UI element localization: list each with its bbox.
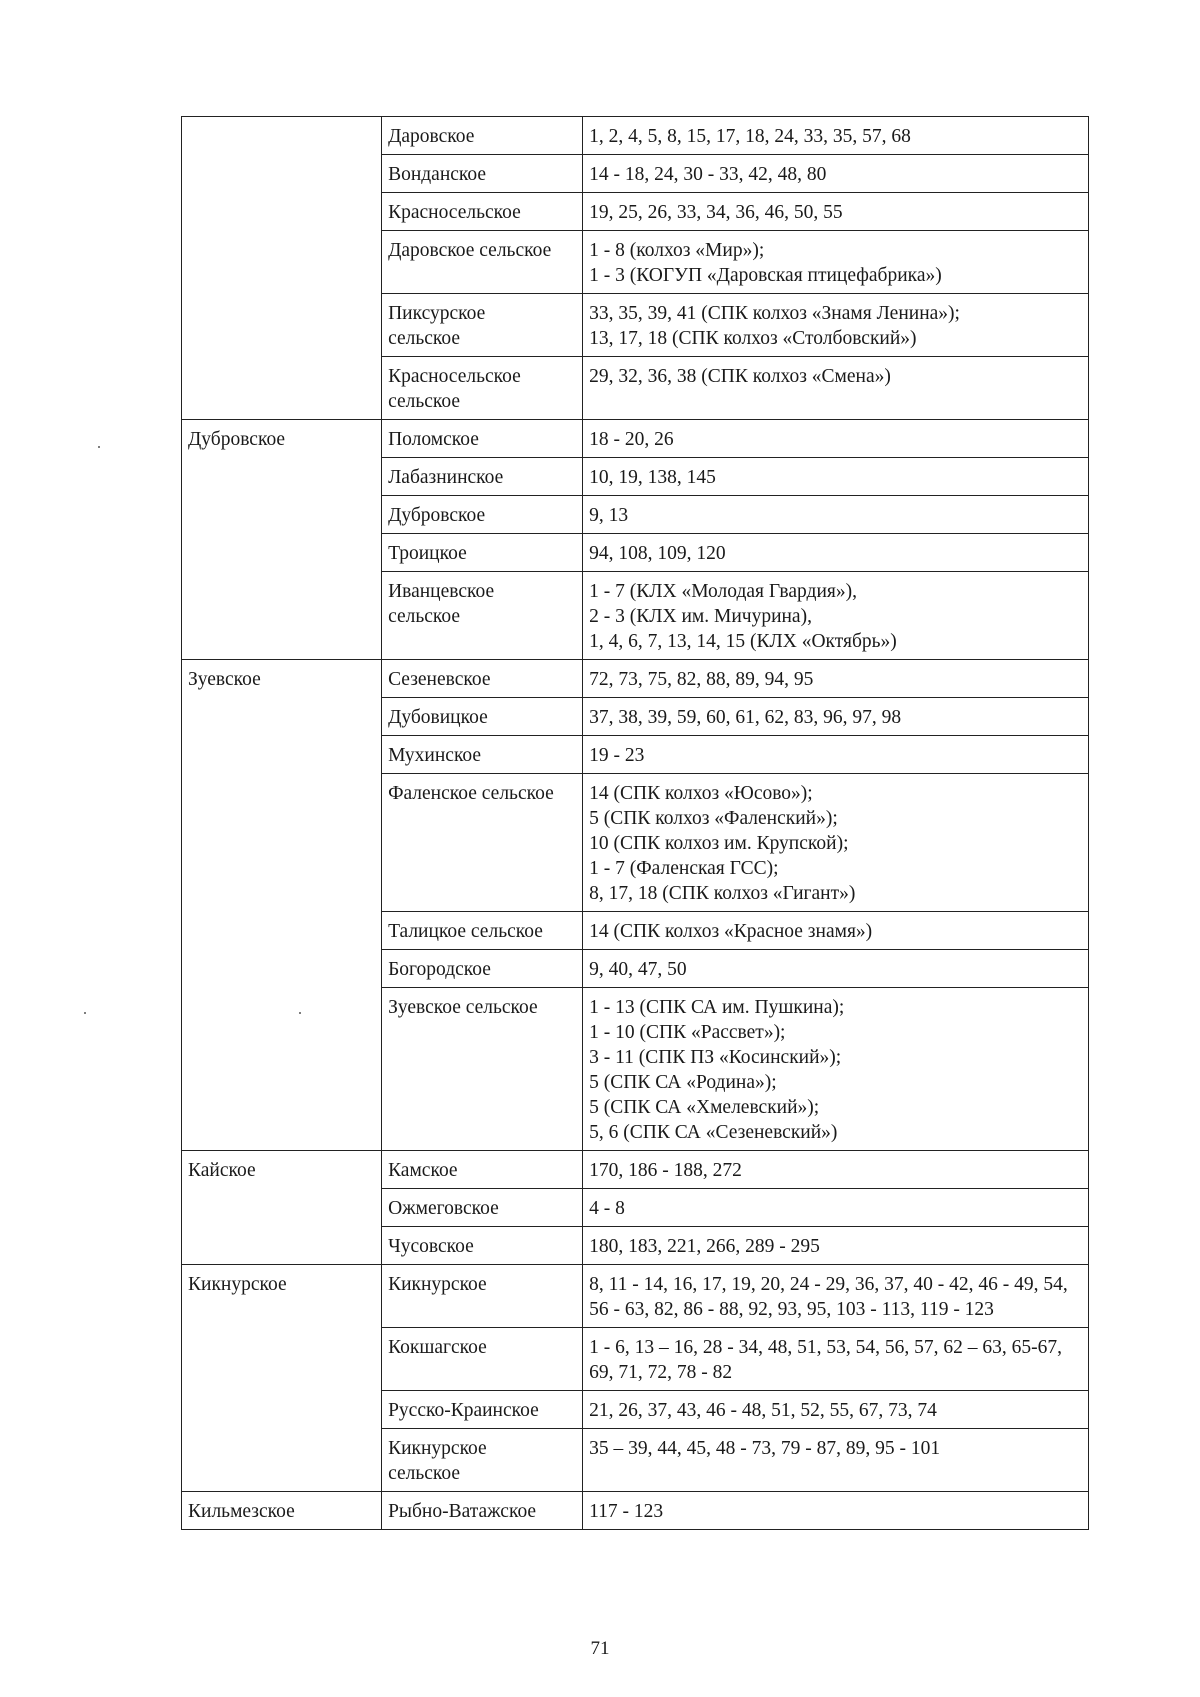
quarters-cell: 14 - 18, 24, 30 - 33, 42, 48, 80 bbox=[583, 155, 1089, 193]
scan-speck bbox=[84, 1012, 86, 1014]
district-cell bbox=[182, 1189, 382, 1227]
table-row bbox=[182, 534, 1089, 572]
quarters-cell: 1 - 7 (КЛХ «Молодая Гвардия»), 2 - 3 (КЛХ им. Мичурина), 1, 4, 6, 7, 13, 14, 15 (КЛХ «Октябрь») bbox=[583, 572, 1089, 660]
table-row bbox=[182, 231, 1089, 294]
table-row bbox=[182, 660, 1089, 698]
quarters-cell: 117 - 123 bbox=[583, 1492, 1089, 1530]
forestry-cell: Даровское bbox=[382, 117, 583, 155]
district-cell: Зуевское bbox=[182, 660, 382, 698]
forestry-cell: Богородское bbox=[382, 950, 583, 988]
district-cell bbox=[182, 1328, 382, 1391]
table-row bbox=[182, 988, 1089, 1151]
quarters-cell: 1 - 6, 13 – 16, 28 - 34, 48, 51, 53, 54, 56, 57, 62 – 63, 65-67, 69, 71, 72, 78 - 82 bbox=[583, 1328, 1089, 1391]
forestry-cell: Сезеневское bbox=[382, 660, 583, 698]
forestry-cell: Поломское bbox=[382, 420, 583, 458]
forestry-cell: Камское bbox=[382, 1151, 583, 1189]
forestry-cell: Иванцевское сельское bbox=[382, 572, 583, 660]
table-row bbox=[182, 1265, 1089, 1328]
quarters-cell: 19, 25, 26, 33, 34, 36, 46, 50, 55 bbox=[583, 193, 1089, 231]
table-row bbox=[182, 155, 1089, 193]
page-number: 71 bbox=[590, 1638, 610, 1659]
forestry-cell: Кикнурское сельское bbox=[382, 1429, 583, 1492]
district-cell bbox=[182, 155, 382, 193]
table-row bbox=[182, 1492, 1089, 1530]
quarters-cell: 4 - 8 bbox=[583, 1189, 1089, 1227]
district-cell bbox=[182, 950, 382, 988]
district-cell bbox=[182, 231, 382, 294]
forestry-cell: Даровское сельское bbox=[382, 231, 583, 294]
table-row bbox=[182, 458, 1089, 496]
quarters-cell: 180, 183, 221, 266, 289 - 295 bbox=[583, 1227, 1089, 1265]
district-cell bbox=[182, 458, 382, 496]
table-row bbox=[182, 1227, 1089, 1265]
quarters-cell: 14 (СПК колхоз «Юсово»); 5 (СПК колхоз «Фаленский»); 10 (СПК колхоз им. Крупской); 1 - 7 (Фаленская ГСС); 8, 17, 18 (СПК колхоз «Гигант») bbox=[583, 774, 1089, 912]
forestry-cell: Рыбно-Ватажское bbox=[382, 1492, 583, 1530]
district-cell bbox=[182, 912, 382, 950]
table-row bbox=[182, 496, 1089, 534]
district-cell bbox=[182, 534, 382, 572]
quarters-cell: 35 – 39, 44, 45, 48 - 73, 79 - 87, 89, 95 - 101 bbox=[583, 1429, 1089, 1492]
scan-speck bbox=[98, 446, 100, 448]
quarters-cell: 29, 32, 36, 38 (СПК колхоз «Смена») bbox=[583, 357, 1089, 420]
district-cell bbox=[182, 774, 382, 912]
table-row bbox=[182, 912, 1089, 950]
table-row bbox=[182, 950, 1089, 988]
quarters-cell: 33, 35, 39, 41 (СПК колхоз «Знамя Ленина»); 13, 17, 18 (СПК колхоз «Столбовский») bbox=[583, 294, 1089, 357]
table-row bbox=[182, 774, 1089, 912]
quarters-cell: 94, 108, 109, 120 bbox=[583, 534, 1089, 572]
quarters-cell: 1, 2, 4, 5, 8, 15, 17, 18, 24, 33, 35, 57, 68 bbox=[583, 117, 1089, 155]
district-cell bbox=[182, 496, 382, 534]
district-cell bbox=[182, 193, 382, 231]
quarters-cell: 1 - 8 (колхоз «Мир»); 1 - 3 (КОГУП «Даровская птицефабрика») bbox=[583, 231, 1089, 294]
district-cell bbox=[182, 1429, 382, 1492]
forestry-cell: Пиксурское сельское bbox=[382, 294, 583, 357]
forestry-cell: Лабазнинское bbox=[382, 458, 583, 496]
district-cell bbox=[182, 572, 382, 660]
table-row bbox=[182, 294, 1089, 357]
quarters-cell: 37, 38, 39, 59, 60, 61, 62, 83, 96, 97, 98 bbox=[583, 698, 1089, 736]
district-cell: Кильмезское bbox=[182, 1492, 382, 1530]
forestry-cell: Русско-Краинское bbox=[382, 1391, 583, 1429]
quarters-cell: 14 (СПК колхоз «Красное знамя») bbox=[583, 912, 1089, 950]
table-row bbox=[182, 1391, 1089, 1429]
table-body bbox=[182, 117, 1089, 1530]
table-row bbox=[182, 572, 1089, 660]
quarters-cell: 170, 186 - 188, 272 bbox=[583, 1151, 1089, 1189]
forestry-quarters-table bbox=[181, 116, 1089, 1530]
quarters-cell: 10, 19, 138, 145 bbox=[583, 458, 1089, 496]
district-cell bbox=[182, 698, 382, 736]
table-row bbox=[182, 1429, 1089, 1492]
quarters-cell: 9, 13 bbox=[583, 496, 1089, 534]
table-row bbox=[182, 736, 1089, 774]
forestry-cell: Талицкое сельское bbox=[382, 912, 583, 950]
forestry-cell: Дубровское bbox=[382, 496, 583, 534]
quarters-cell: 9, 40, 47, 50 bbox=[583, 950, 1089, 988]
forestry-cell: Мухинское bbox=[382, 736, 583, 774]
quarters-cell: 1 - 13 (СПК СА им. Пушкина); 1 - 10 (СПК «Рассвет»); 3 - 11 (СПК ПЗ «Косинский»); 5 (СПК СА «Родина»); 5 (СПК СА «Хмелевский»); 5, 6 (СПК СА «Сезеневский») bbox=[583, 988, 1089, 1151]
table-row bbox=[182, 117, 1089, 155]
district-cell bbox=[182, 294, 382, 357]
table-row bbox=[182, 357, 1089, 420]
quarters-cell: 19 - 23 bbox=[583, 736, 1089, 774]
forestry-cell: Дубовицкое bbox=[382, 698, 583, 736]
district-cell bbox=[182, 1227, 382, 1265]
forestry-cell: Фаленское сельское bbox=[382, 774, 583, 912]
quarters-cell: 8, 11 - 14, 16, 17, 19, 20, 24 - 29, 36, 37, 40 - 42, 46 - 49, 54, 56 - 63, 82, 86 - 88, 92, 93, 95, 103 - 113, 119 - 123 bbox=[583, 1265, 1089, 1328]
forestry-cell: Вонданское bbox=[382, 155, 583, 193]
district-cell bbox=[182, 736, 382, 774]
district-cell bbox=[182, 1391, 382, 1429]
district-cell: Дубровское bbox=[182, 420, 382, 458]
district-cell bbox=[182, 357, 382, 420]
forestry-cell: Чусовское bbox=[382, 1227, 583, 1265]
district-cell: Кайское bbox=[182, 1151, 382, 1189]
quarters-cell: 21, 26, 37, 43, 46 - 48, 51, 52, 55, 67, 73, 74 bbox=[583, 1391, 1089, 1429]
forestry-cell: Красносельское bbox=[382, 193, 583, 231]
table-row bbox=[182, 1189, 1089, 1227]
district-cell bbox=[182, 117, 382, 155]
quarters-cell: 18 - 20, 26 bbox=[583, 420, 1089, 458]
district-cell: Кикнурское bbox=[182, 1265, 382, 1328]
forestry-cell: Ожмеговское bbox=[382, 1189, 583, 1227]
table-row bbox=[182, 193, 1089, 231]
forestry-cell: Зуевское сельское bbox=[382, 988, 583, 1151]
table-row bbox=[182, 1328, 1089, 1391]
district-cell bbox=[182, 988, 382, 1151]
table-row bbox=[182, 420, 1089, 458]
forestry-cell: Красносельское сельское bbox=[382, 357, 583, 420]
forestry-cell: Кокшагское bbox=[382, 1328, 583, 1391]
table-row bbox=[182, 1151, 1089, 1189]
forestry-cell: Троицкое bbox=[382, 534, 583, 572]
forestry-cell: Кикнурское bbox=[382, 1265, 583, 1328]
table-row bbox=[182, 698, 1089, 736]
quarters-cell: 72, 73, 75, 82, 88, 89, 94, 95 bbox=[583, 660, 1089, 698]
